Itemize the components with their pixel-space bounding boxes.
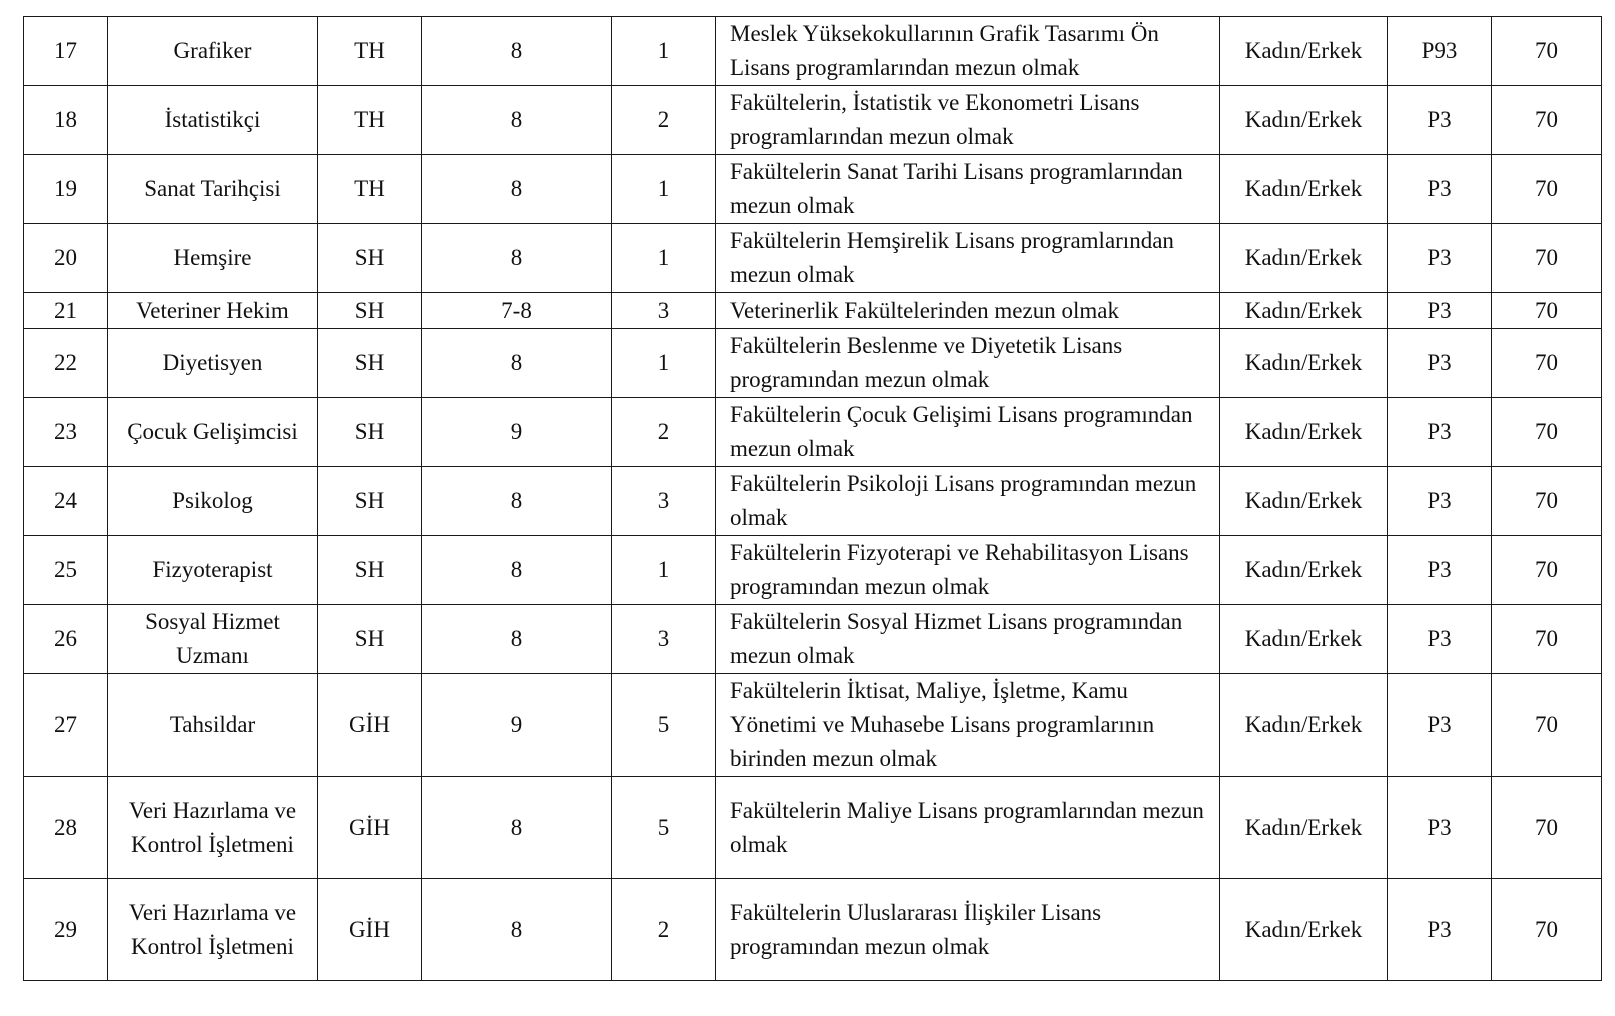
service-class-cell: TH xyxy=(318,155,422,224)
position-title-cell: Sanat Tarihçisi xyxy=(108,155,318,224)
service-class-cell: SH xyxy=(318,293,422,329)
kpss-type-cell: P3 xyxy=(1388,879,1492,981)
position-title-cell: Veteriner Hekim xyxy=(108,293,318,329)
gender-cell: Kadın/Erkek xyxy=(1220,329,1388,398)
grade-cell: 8 xyxy=(422,329,612,398)
kpss-type-cell: P3 xyxy=(1388,536,1492,605)
grade-cell: 8 xyxy=(422,224,612,293)
requirement-cell: Fakültelerin Çocuk Gelişimi Lisans programından mezun olmak xyxy=(716,398,1220,467)
service-class-cell: SH xyxy=(318,467,422,536)
grade-cell: 8 xyxy=(422,536,612,605)
requirement-cell: Fakültelerin Beslenme ve Diyetetik Lisans programından mezun olmak xyxy=(716,329,1220,398)
row-number-cell: 28 xyxy=(24,777,108,879)
requirement-cell: Fakültelerin Sosyal Hizmet Lisans programından mezun olmak xyxy=(716,605,1220,674)
minimum-score-cell: 70 xyxy=(1492,536,1602,605)
grade-cell: 9 xyxy=(422,398,612,467)
kpss-type-cell: P3 xyxy=(1388,777,1492,879)
gender-cell: Kadın/Erkek xyxy=(1220,155,1388,224)
kpss-type-cell: P3 xyxy=(1388,329,1492,398)
position-count-cell: 3 xyxy=(612,293,716,329)
table-row xyxy=(24,155,1602,224)
position-count-cell: 3 xyxy=(612,467,716,536)
grade-cell: 8 xyxy=(422,467,612,536)
position-title-cell: Sosyal Hizmet Uzmanı xyxy=(108,605,318,674)
service-class-cell: SH xyxy=(318,329,422,398)
position-title-cell: İstatistikçi xyxy=(108,86,318,155)
gender-cell: Kadın/Erkek xyxy=(1220,293,1388,329)
service-class-cell: GİH xyxy=(318,777,422,879)
position-title-cell: Fizyoterapist xyxy=(108,536,318,605)
service-class-cell: SH xyxy=(318,605,422,674)
service-class-cell: GİH xyxy=(318,674,422,777)
position-count-cell: 2 xyxy=(612,86,716,155)
table-row xyxy=(24,293,1602,329)
position-count-cell: 1 xyxy=(612,155,716,224)
minimum-score-cell: 70 xyxy=(1492,777,1602,879)
gender-cell: Kadın/Erkek xyxy=(1220,879,1388,981)
minimum-score-cell: 70 xyxy=(1492,674,1602,777)
minimum-score-cell: 70 xyxy=(1492,605,1602,674)
position-title-cell: Grafiker xyxy=(108,17,318,86)
service-class-cell: SH xyxy=(318,398,422,467)
kpss-type-cell: P3 xyxy=(1388,224,1492,293)
kpss-type-cell: P3 xyxy=(1388,674,1492,777)
kpss-type-cell: P3 xyxy=(1388,293,1492,329)
row-number-cell: 24 xyxy=(24,467,108,536)
position-count-cell: 1 xyxy=(612,17,716,86)
minimum-score-cell: 70 xyxy=(1492,86,1602,155)
positions-table xyxy=(23,16,1602,981)
service-class-cell: SH xyxy=(318,224,422,293)
requirement-cell: Fakültelerin Fizyoterapi ve Rehabilitasyon Lisans programından mezun olmak xyxy=(716,536,1220,605)
row-number-cell: 21 xyxy=(24,293,108,329)
gender-cell: Kadın/Erkek xyxy=(1220,86,1388,155)
table-row xyxy=(24,86,1602,155)
gender-cell: Kadın/Erkek xyxy=(1220,17,1388,86)
table-row xyxy=(24,879,1602,981)
minimum-score-cell: 70 xyxy=(1492,398,1602,467)
position-title-cell: Veri Hazırlama ve Kontrol İşletmeni xyxy=(108,777,318,879)
requirement-cell: Fakültelerin Hemşirelik Lisans programlarından mezun olmak xyxy=(716,224,1220,293)
minimum-score-cell: 70 xyxy=(1492,224,1602,293)
grade-cell: 8 xyxy=(422,17,612,86)
table-row xyxy=(24,674,1602,777)
table-body xyxy=(24,17,1602,981)
gender-cell: Kadın/Erkek xyxy=(1220,398,1388,467)
row-number-cell: 26 xyxy=(24,605,108,674)
row-number-cell: 25 xyxy=(24,536,108,605)
minimum-score-cell: 70 xyxy=(1492,467,1602,536)
grade-cell: 8 xyxy=(422,86,612,155)
table-row xyxy=(24,467,1602,536)
gender-cell: Kadın/Erkek xyxy=(1220,536,1388,605)
minimum-score-cell: 70 xyxy=(1492,155,1602,224)
kpss-type-cell: P3 xyxy=(1388,155,1492,224)
row-number-cell: 27 xyxy=(24,674,108,777)
requirement-cell: Fakültelerin Uluslararası İlişkiler Lisans programından mezun olmak xyxy=(716,879,1220,981)
kpss-type-cell: P3 xyxy=(1388,398,1492,467)
position-title-cell: Psikolog xyxy=(108,467,318,536)
kpss-type-cell: P3 xyxy=(1388,467,1492,536)
grade-cell: 8 xyxy=(422,879,612,981)
position-count-cell: 5 xyxy=(612,674,716,777)
table-row xyxy=(24,605,1602,674)
grade-cell: 8 xyxy=(422,155,612,224)
service-class-cell: GİH xyxy=(318,879,422,981)
minimum-score-cell: 70 xyxy=(1492,879,1602,981)
position-title-cell: Veri Hazırlama ve Kontrol İşletmeni xyxy=(108,879,318,981)
position-count-cell: 1 xyxy=(612,329,716,398)
gender-cell: Kadın/Erkek xyxy=(1220,467,1388,536)
service-class-cell: TH xyxy=(318,86,422,155)
requirement-cell: Fakültelerin İktisat, Maliye, İşletme, Kamu Yönetimi ve Muhasebe Lisans programlarının birinden mezun olmak xyxy=(716,674,1220,777)
kpss-type-cell: P3 xyxy=(1388,86,1492,155)
row-number-cell: 23 xyxy=(24,398,108,467)
table-row xyxy=(24,224,1602,293)
gender-cell: Kadın/Erkek xyxy=(1220,605,1388,674)
row-number-cell: 29 xyxy=(24,879,108,981)
service-class-cell: SH xyxy=(318,536,422,605)
minimum-score-cell: 70 xyxy=(1492,329,1602,398)
table-row xyxy=(24,536,1602,605)
row-number-cell: 20 xyxy=(24,224,108,293)
position-title-cell: Hemşire xyxy=(108,224,318,293)
requirement-cell: Fakültelerin Maliye Lisans programlarından mezun olmak xyxy=(716,777,1220,879)
minimum-score-cell: 70 xyxy=(1492,293,1602,329)
requirement-cell: Fakültelerin, İstatistik ve Ekonometri Lisans programlarından mezun olmak xyxy=(716,86,1220,155)
grade-cell: 8 xyxy=(422,777,612,879)
kpss-type-cell: P93 xyxy=(1388,17,1492,86)
row-number-cell: 18 xyxy=(24,86,108,155)
requirement-cell: Fakültelerin Psikoloji Lisans programından mezun olmak xyxy=(716,467,1220,536)
table-row xyxy=(24,777,1602,879)
row-number-cell: 17 xyxy=(24,17,108,86)
gender-cell: Kadın/Erkek xyxy=(1220,674,1388,777)
grade-cell: 8 xyxy=(422,605,612,674)
position-title-cell: Diyetisyen xyxy=(108,329,318,398)
minimum-score-cell: 70 xyxy=(1492,17,1602,86)
requirement-cell: Veterinerlik Fakültelerinden mezun olmak xyxy=(716,293,1220,329)
requirement-cell: Meslek Yüksekokullarının Grafik Tasarımı Ön Lisans programlarından mezun olmak xyxy=(716,17,1220,86)
table-row xyxy=(24,398,1602,467)
row-number-cell: 22 xyxy=(24,329,108,398)
position-title-cell: Çocuk Gelişimcisi xyxy=(108,398,318,467)
gender-cell: Kadın/Erkek xyxy=(1220,224,1388,293)
row-number-cell: 19 xyxy=(24,155,108,224)
grade-cell: 9 xyxy=(422,674,612,777)
requirement-cell: Fakültelerin Sanat Tarihi Lisans programlarından mezun olmak xyxy=(716,155,1220,224)
gender-cell: Kadın/Erkek xyxy=(1220,777,1388,879)
position-count-cell: 1 xyxy=(612,224,716,293)
service-class-cell: TH xyxy=(318,17,422,86)
table-row xyxy=(24,329,1602,398)
position-count-cell: 1 xyxy=(612,536,716,605)
kpss-type-cell: P3 xyxy=(1388,605,1492,674)
position-count-cell: 2 xyxy=(612,398,716,467)
grade-cell: 7-8 xyxy=(422,293,612,329)
position-count-cell: 3 xyxy=(612,605,716,674)
position-count-cell: 2 xyxy=(612,879,716,981)
table-row xyxy=(24,17,1602,86)
position-count-cell: 5 xyxy=(612,777,716,879)
position-title-cell: Tahsildar xyxy=(108,674,318,777)
